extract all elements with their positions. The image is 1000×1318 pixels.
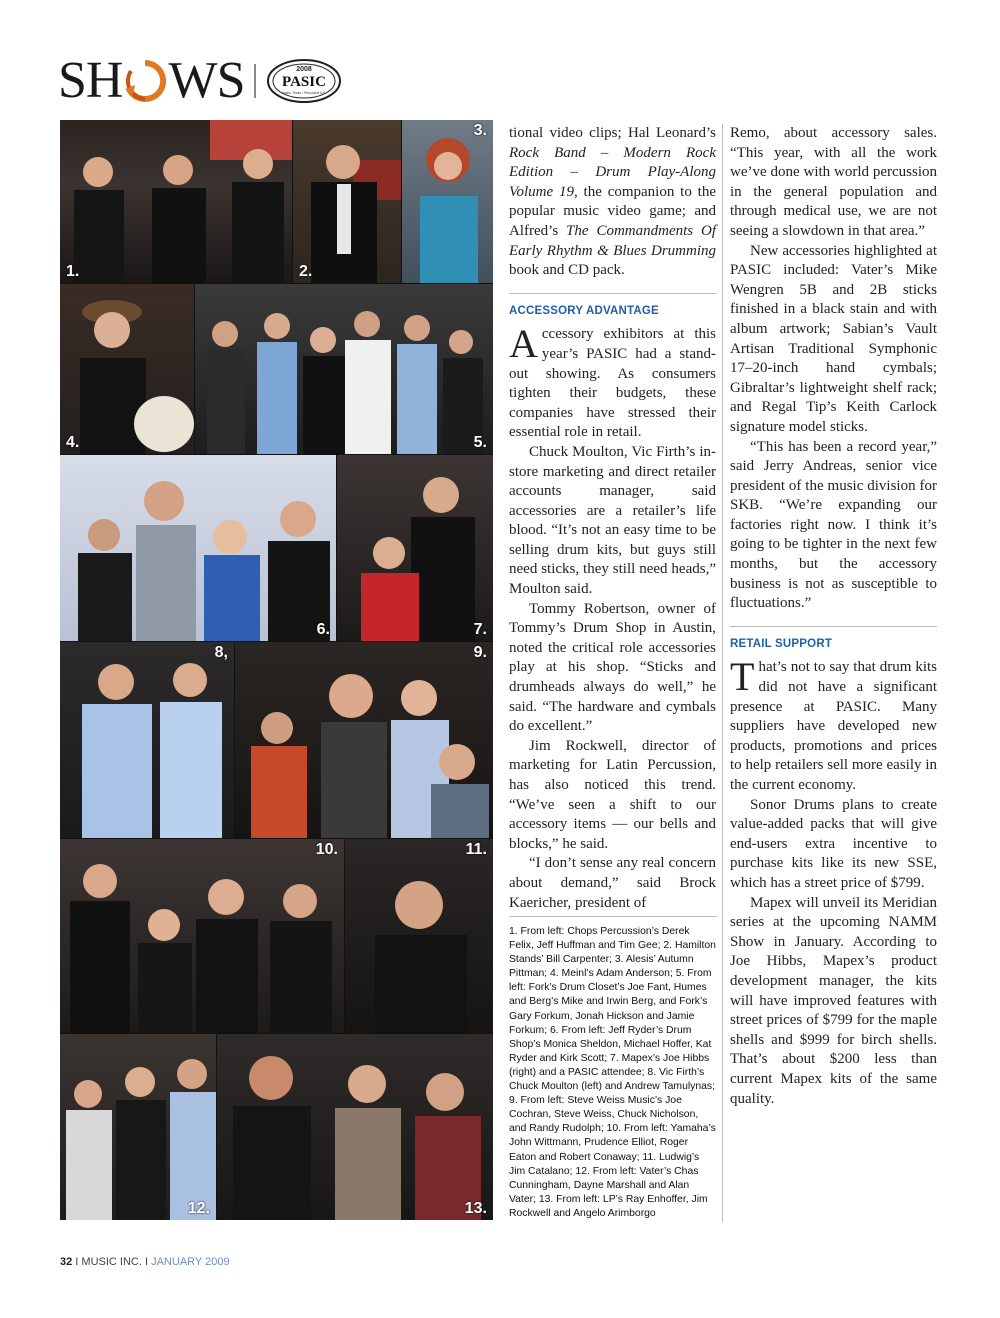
photo-number: 5. [473, 434, 487, 451]
column-divider [722, 124, 723, 1222]
masthead-divider [254, 64, 256, 98]
drop-cap: A [509, 321, 538, 367]
body-paragraph: That’s not to say that drum kits did not have a significant presence at PASIC. Many suppliers have developed new products, promotions and prices to help retailers sell more easily in the current economy. [730, 654, 937, 793]
page-footer: 32 I MUSIC INC. I JANUARY 2009 [60, 1256, 230, 1268]
body-paragraph: New accessories highlighted at PASIC included: Vater’s Mike Wengren 5B and 2B sticks finished in a black stain and with album artwork; Sabian’s Vault Artisan Traditional Symphonic 17–20-inch hand cymbals; Gibraltar’s lightweight shelf rack; and Regal Tip’s Keith Carlock signature model sticks. [730, 242, 937, 435]
badge-subtitle: Austin, Texas • Percussive A.S. [282, 91, 327, 95]
photo-9 [235, 642, 493, 838]
photo-5 [195, 284, 493, 454]
section-heading-accessory: ACCESSORY ADVANTAGE [509, 293, 716, 322]
section-title-right: WS [168, 52, 245, 109]
body-paragraph: Accessory exhibitors at this year’s PASIC had a stand-out showing. As consumers tighten their budgets, these companies have stressed their essential role in retail. [509, 321, 716, 441]
drop-cap: T [730, 654, 755, 700]
pasic-badge-logo [266, 58, 342, 104]
photo-3 [402, 120, 493, 283]
body-paragraph: Sonor Drums plans to create value-added packs that will give end-users extra incentive to purchase kits like its new SSE, which has a street price of $799. [730, 796, 937, 891]
body-paragraph: Remo, about accessory sales. “This year, with all the work we’ve done with world percussion in the general population and through medical use, we are not seeing a slowdown in that area.” [730, 125, 937, 239]
photo-4 [60, 284, 194, 454]
body-paragraph: Jim Rockwell, director of marketing for Latin Percussion, has also noticed this trend. “We’ve seen a shift to our accessory items — our bells and blocks,” he said. [509, 737, 716, 852]
body-paragraph: “This has been a record year,” said Jerry Andreas, senior vice president of the music division for SKB. “We’re expanding our factories right now. I think it’s going to be tighter in the next few months, but the accessory business is not as susceptible to fluctuations.” [730, 438, 937, 612]
article-column-2 [730, 124, 937, 1109]
section-title-left: SH [58, 52, 123, 109]
body-paragraph: Chuck Moulton, Vic Firth’s in-store marketing and direct retailer accounts manager, said accessories are a retailer’s life blood. “It’s not an easy time to be selling drum kits, but guys still need sticks, they still need heads,” Moulton said. [509, 443, 716, 598]
issue-date: JANUARY 2009 [151, 1256, 230, 1268]
photo-13 [217, 1034, 493, 1220]
photo-number: 8, [214, 644, 228, 661]
photo-number: 10. [315, 841, 338, 858]
photo-number: 4. [66, 434, 80, 451]
photo-number: 3. [473, 122, 487, 139]
photo-caption: 1. From left: Chops Percussion’s Derek Felix, Jeff Huffman and Tim Gee; 2. Hamilton Stands’ Bill Carpenter; 3. Alesis’ Autumn Pittman; 4. Meinl’s Adam Anderson; 5. From left: Fork’s Drum Closet’s Joe Fant, Humes and Berg’s Mike and Irwin Berg, and Fork’s Gary Forkum, Jonah Hickson and Jamie Forkum; 6. From left: Jeff Ryder’s Drum Shop’s Monica Sheldon, Michael Hoffer, Kat Ryder and Kirk Scott; 7. Mapex’s Joe Hibbs (right) and a PASIC attendee; 8. Vic Firth’s Chuck Moulton (left) and Andrew Tamulynas; 9. From left: Steve Weiss Music’s Joe Cochran, Steve Weiss, Chuck Nicholson, and Randy Rudolph; 10. From left: Yamaha’s John Wittmann, Prudence Elliot, Roger Eaton and Robert Conaway; 11. Ludwig’s Jim Catalano; 12. From left: Vater’s Chas Cunningham, Dayne Marshall and Alan Vater; 13. From left: LP’s Ray Enhoffer, Jim Rockwell and Angelo Arimborgo [509, 916, 717, 1221]
intro-paragraph: tional video clips; Hal Leonard’s Rock Band – Modern Rock Edition – Drum Play-Along Volume 19, the companion to the popular music video game; and Alfred’s The Commandments Of Early Rhythm & Blues Drumming book and CD pack. [509, 125, 716, 279]
photo-collage [60, 120, 493, 1220]
masthead [58, 52, 342, 110]
page-number: 32 [60, 1256, 73, 1268]
photo-7 [337, 455, 493, 641]
swirl-logo-icon [123, 59, 167, 103]
badge-name: PASIC [282, 74, 327, 90]
photo-1 [60, 120, 292, 283]
photo-6 [60, 455, 336, 641]
photo-number: 13. [464, 1200, 487, 1217]
photo-11 [345, 839, 493, 1033]
section-heading-retail: RETAIL SUPPORT [730, 626, 937, 655]
photo-number: 2. [299, 263, 313, 280]
body-paragraph: Mapex will unveil its Meridian series at the upcoming NAMM Show in January. According to Joe Hibbs, Mapex’s product development manager, the kits will have improved features with street prices of $799 for the maple shells and $999 for birch shells. That’s about $200 less than current Mapex kits of the same quality. [730, 894, 937, 1107]
photo-10 [60, 839, 344, 1033]
article-column-1 [509, 124, 716, 913]
section-title [58, 52, 245, 109]
badge-year: 2008 [296, 66, 313, 73]
photo-number: 1. [66, 263, 80, 280]
photo-8 [60, 642, 234, 838]
photo-number: 9. [473, 644, 487, 661]
body-paragraph: Tommy Robertson, owner of Tommy’s Drum Shop in Austin, noted the critical role accessories play at his shop. “Sticks and drumheads always do well,” he said. “The hardware and cymbals do excellent.” [509, 600, 716, 735]
photo-12 [60, 1034, 216, 1220]
photo-number: 11. [465, 841, 487, 858]
photo-number: 7. [473, 621, 487, 638]
body-paragraph: “I don’t sense any real concern about demand,” said Brock Kaericher, president of [509, 855, 716, 911]
photo-number: 12. [187, 1200, 210, 1217]
photo-2 [293, 120, 401, 283]
photo-number: 6. [316, 621, 330, 638]
magazine-name: MUSIC INC. [81, 1256, 142, 1268]
